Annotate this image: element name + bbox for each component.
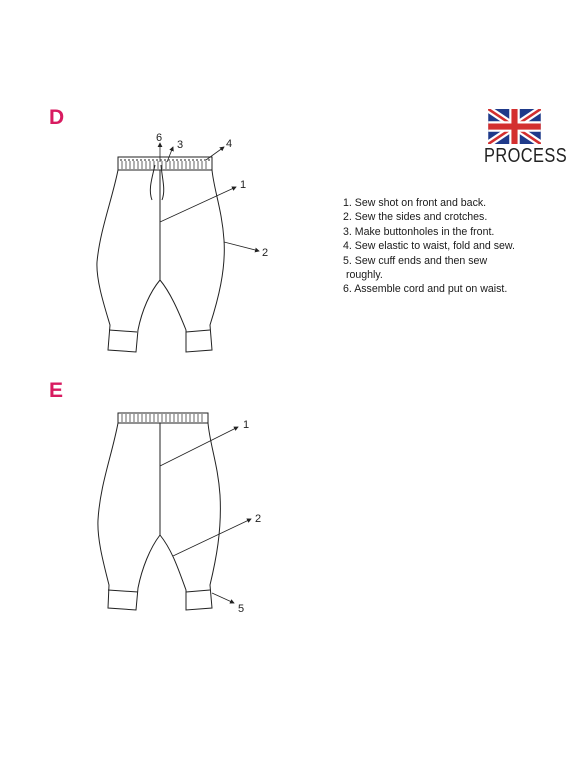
callout-2-d: 2 [262, 247, 269, 259]
section-letter-d: D [49, 106, 65, 129]
waistband-e [118, 413, 208, 423]
callout-5-e: 5 [238, 603, 245, 615]
step-item: 3. Make buttonholes in the front. [343, 225, 495, 238]
section-letter-e: E [49, 379, 64, 402]
step-item: 2. Sew the sides and crotches. [343, 211, 488, 224]
callout-2-e: 2 [255, 513, 262, 525]
process-label: PROCESS [484, 145, 568, 167]
callout-1-d: 1 [240, 179, 247, 191]
callout-6-d: 6 [156, 132, 163, 144]
step-item: 4. Sew elastic to waist, fold and sew. [343, 240, 515, 253]
step-item: 5. Sew cuff ends and then sew roughly. [343, 254, 488, 282]
step-item: 1. Sew shot on front and back. [343, 197, 487, 209]
process-steps-list [343, 196, 558, 297]
callout-line-2-e [173, 519, 251, 556]
callout-1-e: 1 [243, 419, 250, 431]
pants-outline-e [98, 423, 220, 610]
callout-line-5-e [212, 593, 234, 603]
step-item: 6. Assemble cord and put on waist. [343, 283, 508, 296]
uk-flag-icon [488, 109, 541, 144]
callout-3-d: 3 [177, 139, 184, 151]
callout-4-d: 4 [226, 138, 233, 150]
callout-line-1-e [160, 427, 238, 466]
